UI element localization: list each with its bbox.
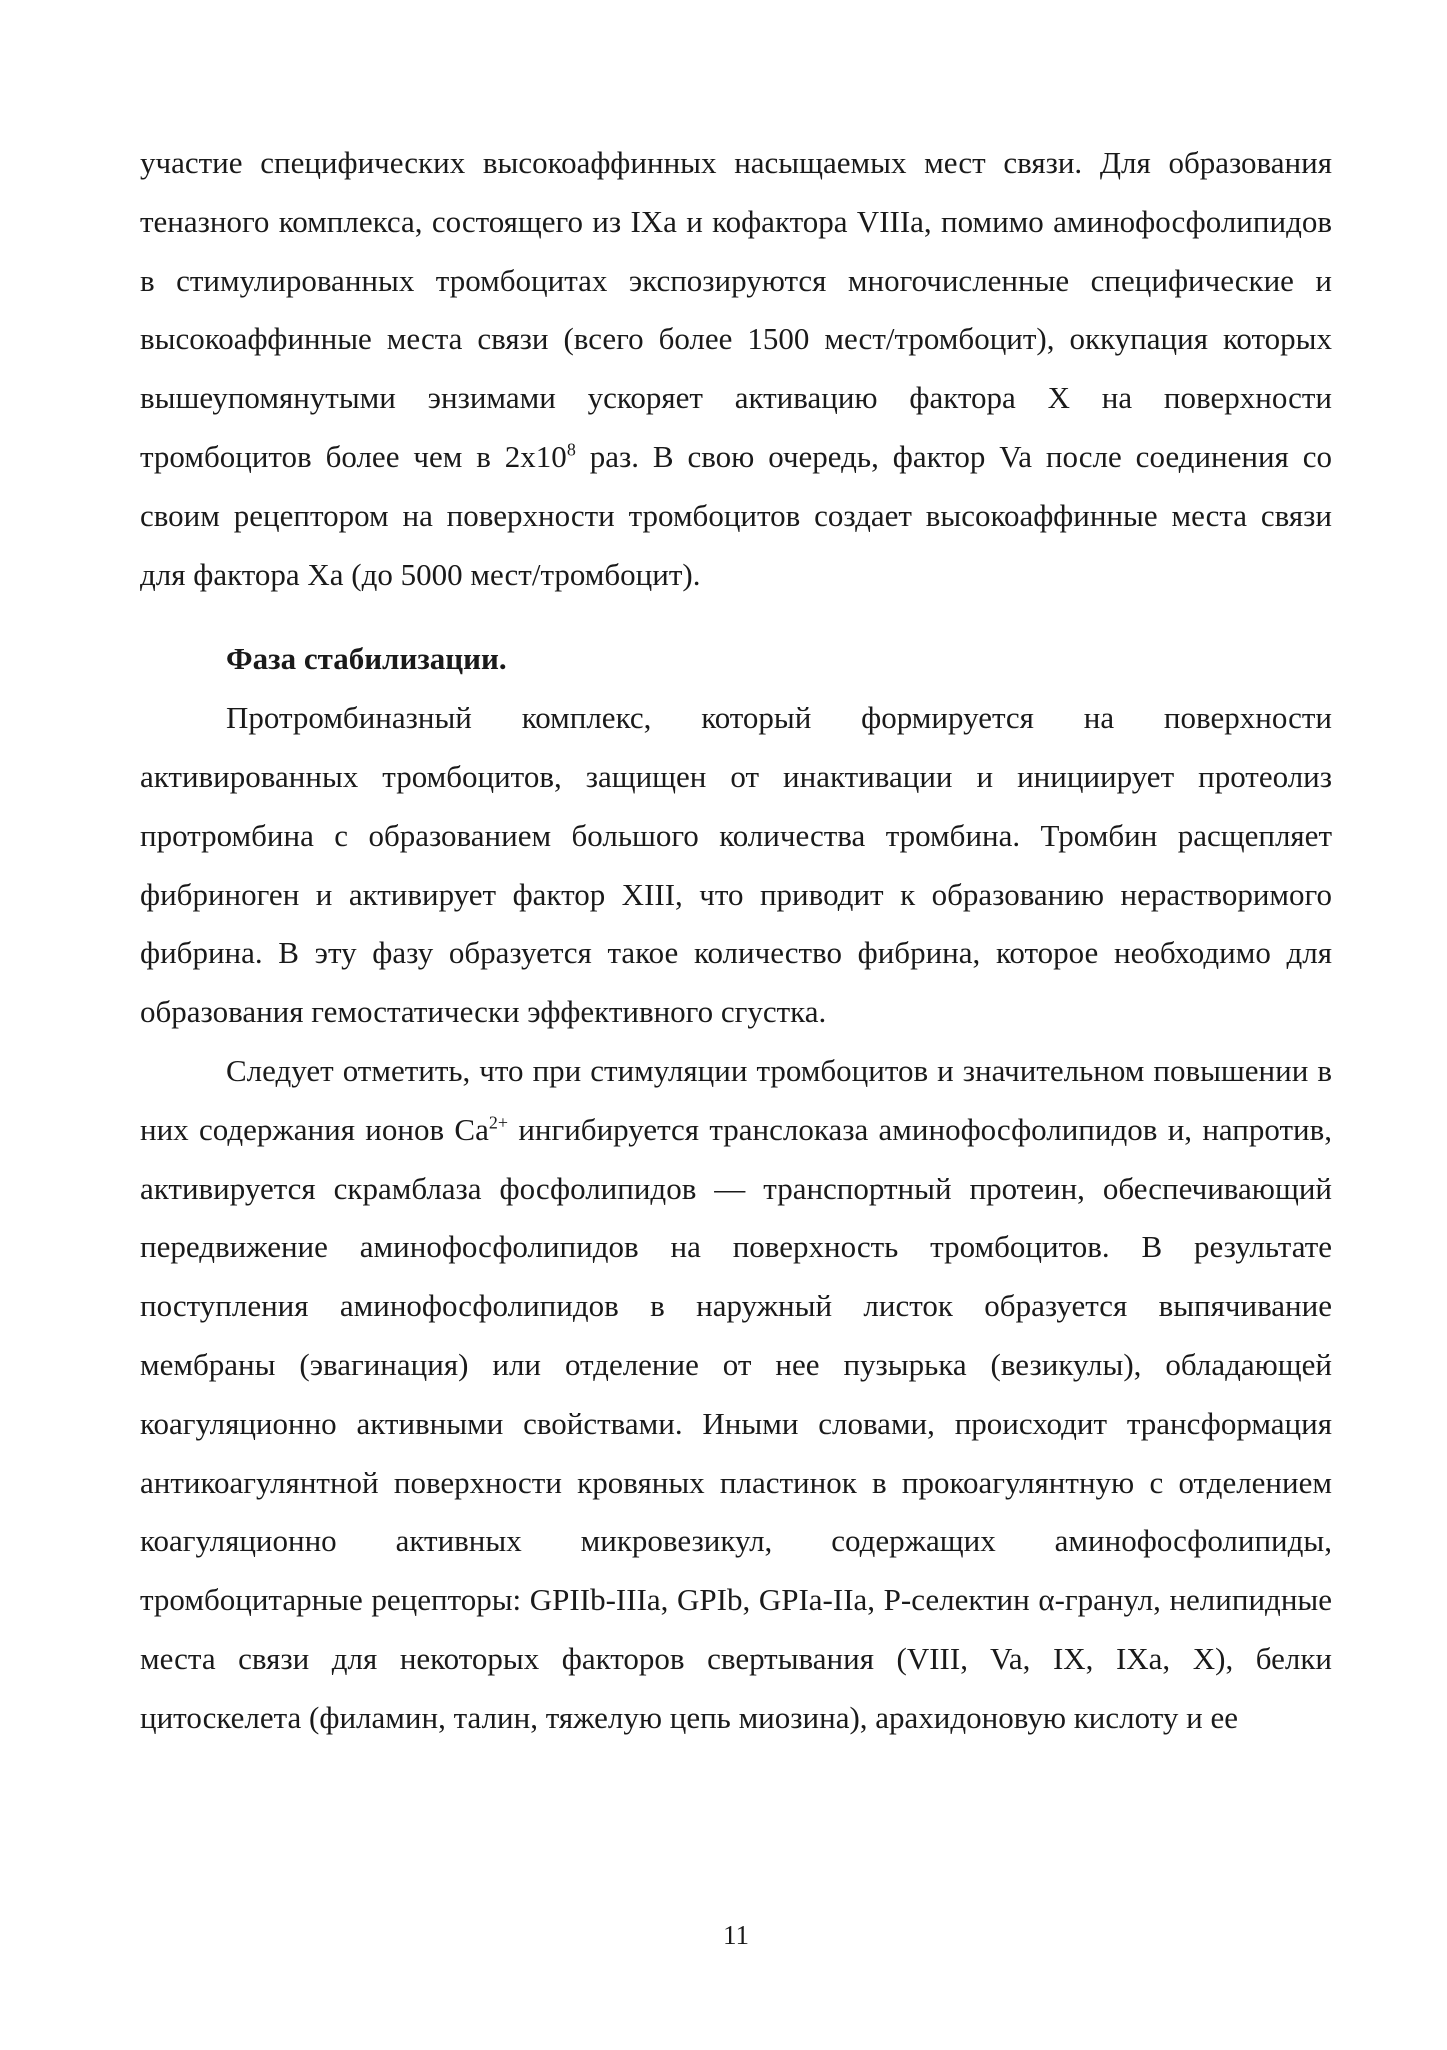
paragraph-calcium — [140, 1042, 1332, 1748]
section-heading: Фаза стабилизации. — [226, 641, 507, 677]
paragraph-continuation-end: раз. В свою очередь, фактор Va после соединения со своим рецептором на поверхности тромбоцитов создает высокоаффинные места связи для фактора Xa (до 5000 мест/тромбоцит). — [140, 438, 1332, 592]
paragraph-continuation — [140, 134, 1332, 604]
page-number: 11 — [723, 1920, 749, 1950]
paragraph-continuation-text: участие специфических высокоаффинных насыщаемых мест связи. Для образования теназного комплекса, состоящего из IXa и кофактора VIIIa, помимо аминофосфолипидов в стимулированных тромбоцитах экспозируются многочисленные специфические и высокоаффинные места связи (всего более 1500 мест/тромбоцит), оккупация которых вышеупомянутыми энзимами ускоряет активацию фактора X на поверхности тромбоцитов более чем в 2х10 — [140, 145, 1332, 474]
calcium-charge: 2+ — [488, 1112, 509, 1133]
body-text — [140, 134, 1332, 1748]
paragraph-calcium-start: Следует отметить, что при стимуляции тромбоцитов и значительном повышении в них содержания ионов Ca — [140, 1052, 1332, 1147]
exponent-8: 8 — [566, 439, 576, 460]
paragraph-prothrombinase: Протромбиназный комплекс, который формируется на поверхности активированных тромбоцитов, защищен от инактивации и инициирует протеолиз протромбина с образованием большого количества тромбина. Тромбин расщепляет фибриноген и активирует фактор XIII, что приводит к образованию нерастворимого фибрина. В эту фазу образуется такое количество фибрина, которое необходимо для образования гемостатически эффективного сгустка. — [140, 700, 1332, 1030]
paragraph-calcium-end: ингибируется транслоказа аминофосфолипидов и, напротив, активируется скрамблаза фосфолипидов — транспортный протеин, обеспечивающий передвижение аминофосфолипидов на поверхность тромбоцитов. В результате поступления аминофосфолипидов в наружный листок образуется выпячивание мембраны (эвагинация) или отделение от нее пузырька (везикулы), обладающей коагуляционно активными свойствами. Иными словами, происходит трансформация антикоагулянтной поверхности кровяных пластинок в прокоагулянтную с отделением коагуляционно активных микровезикул, содержащих аминофосфолипиды, тромбоцитарные рецепторы: GPIIb-IIIa, GPIb, GPIa-IIa, P-селектин α-гранул, нелипидные места связи для некоторых факторов свертывания (VIII, Va, IX, IXa, X), белки цитоскелета (филамин, талин, тяжелую цепь миозина), арахидоновую кислоту и ее — [140, 1111, 1332, 1735]
document-page — [140, 0, 1332, 2050]
